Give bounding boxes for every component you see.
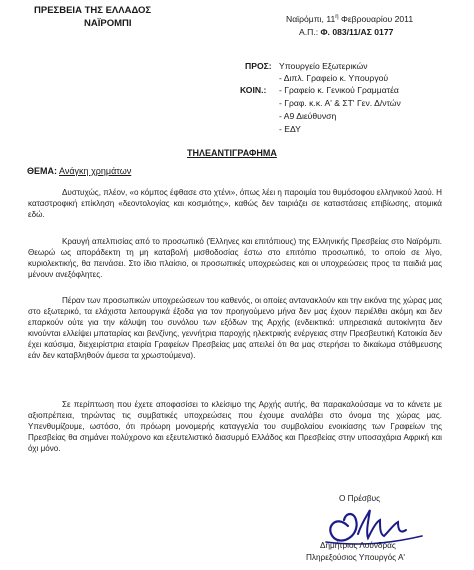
to-recipient-1: Υπουργείο Εξωτερικών [279, 61, 368, 71]
signatory-title: Πληρεξούσιος Υπουργός Α' [306, 553, 405, 562]
embassy-name: ΠΡΕΣΒΕΙΑ ΤΗΣ ΕΛΛΑΔΟΣ [34, 5, 152, 16]
reference-number: Α.Π.: Φ. 083/11/ΑΣ 0177 [299, 27, 394, 37]
paragraph-4: Σε περίπτωση που έχετε αποφασίσει το κλείσιμο της Αρχής αυτής, θα παρακαλούσαμε να το κάνετε με αξιοπρέπεια, τηρώντας τις συμβατικές υποχρεώσεις που έχουμε αναλάβει στο όνομα της χώρας μας. Υπενθυμίζουμε, ωστόσο, ότι πρόωρη μονομερής καταγγελία του συμβολαίου ενοικίασης των Γραφείων της Πρεσβείας θα σημάνει πολύχρονο και εξευτελιστικό διασυρμό Ελλάδος και Πρεσβείας στην υποσαχάρια Αφρική και όχι μόνο. [28, 400, 442, 453]
paragraph-1: Δυστυχώς, πλέον, «ο κόμπος έφθασε στο χτένι», όπως λέει η παροιμία του θυμόσοφου ελληνικού λαού. Η καταστροφική επίκληση «δεοντολογίας και κοσμιότης», καθώς δεν ταιριάζει σε καταστάσεις επιβίωσης, ατομικά εδώ. [28, 188, 442, 219]
cc-label: ΚΟΙΝ.: [240, 85, 267, 95]
cc-recipient-1: - Γραφείο κ. Γενικού Γραμματέα [279, 85, 399, 95]
to-recipient-2: - Διπλ. Γραφείο κ. Υπουργού [279, 73, 389, 83]
closing-title: Ο Πρέσβυς [339, 494, 381, 503]
to-label: ΠΡΟΣ: [245, 61, 272, 71]
document-title: ΤΗΛΕΑΝΤΙΓΡΑΦΗΜΑ [187, 148, 277, 158]
signatory-name: Δημήτριος Λούνδρας [320, 541, 396, 550]
subject-line: ΘΕΜΑ: Ανάγκη χρημάτων [27, 166, 132, 176]
cc-recipient-4: - ΕΔΥ [279, 124, 301, 134]
embassy-city: ΝΑΪΡΟΜΠΙ [84, 18, 132, 29]
paragraph-2: Κραυγή απελπισίας από το προσωπικό (Έλληνες και επιτόπιους) της Ελληνικής Πρεσβείας στο Ναϊρόμπι. Θεωρώ ως αποράδεκτη τη μη καταβολή μισθοδοσίας έστω στο επιτόπιο προσωπικό, το οποίο σε λίγο, κυριολεκτικής, θα πεινάσει. Στο ίδιο πλαίσιο, οι προσωπικές υποχρεώσεις και οι υποχρεώσεις προς τα παιδιά μας μένουν ανεξόφλητες. [28, 237, 442, 279]
date-line: Ναϊρόμπι, $11^\eta$ Φεβρουαρίου 2011 [286, 14, 414, 24]
paragraph-3: Πέραν των προσωπικών υποχρεώσεων του καθενός, οι οποίες αντανακλούν και την εικόνα της χώρας μας στο εξωτερικό, τα ελάχιστα λειτουργικά έξοδα για τον προηγούμενο μήνα δεν μας έχουν περιέλθει ακόμη και δεν επαρκούν ούτε για την κάλυψη του συνόλου των εξόδων της Αρχής (ενδεικτικά: υπηρεσιακά αυτοκίνητα δεν κινούνται ελλείψει μπαταρίας και βενζίνης, γεννήτρια παροχής ηλεκτρικής ενέργειας στην Πρεσβευτική Κατοικία δεν έχει καύσιμα, διεχειρίστρια εταιρία Γραφείων Πρεσβείας μας απειλεί ότι θα μας στερήσει το δικαίωμα στάθμευσης εάν δεν καταβληθούν άμεσα τα χρωστούμενα). [28, 296, 442, 360]
cc-recipient-3: - Α9 Διεύθυνση [279, 111, 337, 121]
cc-recipient-2: - Γραφ. κ.κ. Α' & ΣΤ' Γεν. Δ/ντών [279, 98, 401, 108]
